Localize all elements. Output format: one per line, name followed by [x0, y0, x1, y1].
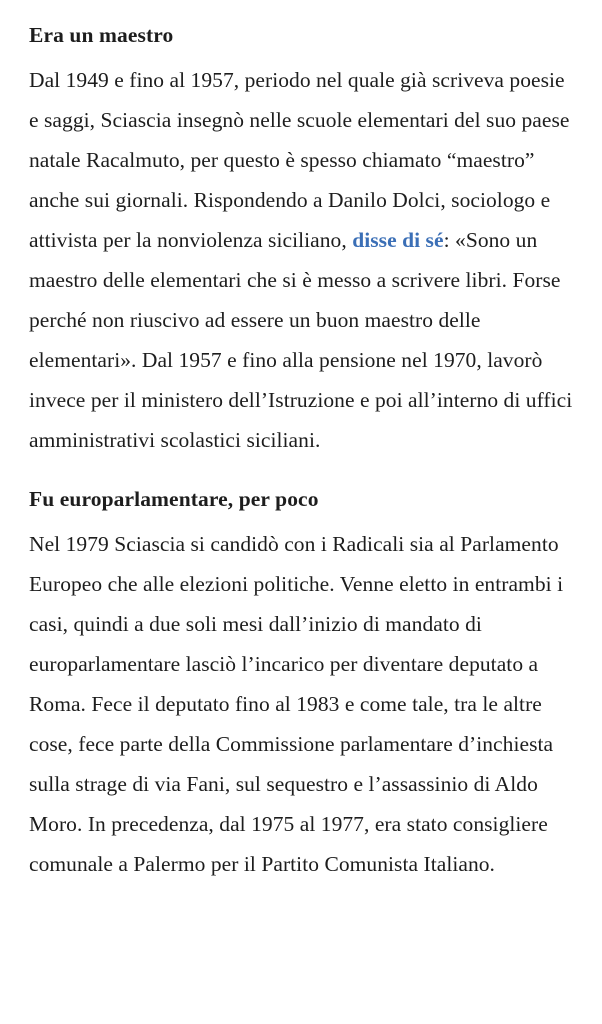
disse-di-se-link[interactable]: disse di sé	[352, 228, 444, 252]
section-heading: Era un maestro	[29, 23, 174, 47]
paragraph-text: Dal 1949 e fino al 1957, periodo nel quale già scriveva poesie e saggi, Sciascia insegnò nelle scuole elementari del suo paese natale Racalmuto, per questo è spesso chiamato “maestro” anche sui giornali. Rispondendo a Danilo Dolci, sociologo e attivista per la nonviolenza siciliano,	[29, 68, 570, 252]
section-era-un-maestro	[29, 20, 574, 460]
section-heading: Fu europarlamentare, per poco	[29, 487, 319, 511]
section-paragraph	[29, 60, 574, 460]
section-europarlamentare	[29, 484, 574, 884]
paragraph-text: : «Sono un maestro delle elementari che si è messo a scrivere libri. Forse perché non riuscivo ad essere un buon maestro delle elementari». Dal 1957 e fino alla pensione nel 1970, lavorò invece per il ministero dell’Istruzione e poi all’interno di uffici amministrativi scolastici siciliani.	[29, 228, 573, 452]
section-paragraph: Nel 1979 Sciascia si candidò con i Radicali sia al Parlamento Europeo che alle elezioni politiche. Venne eletto in entrambi i casi, quindi a due soli mesi dall’inizio di mandato di europarlamentare lasciò l’incarico per diventare deputato a Roma. Fece il deputato fino al 1983 e come tale, tra le altre cose, fece parte della Commissione parlamentare d’inchiesta sulla strage di via Fani, sul sequestro e l’assassinio di Aldo Moro. In precedenza, dal 1975 al 1977, era stato consigliere comunale a Palermo per il Partito Comunista Italiano.	[29, 532, 564, 876]
